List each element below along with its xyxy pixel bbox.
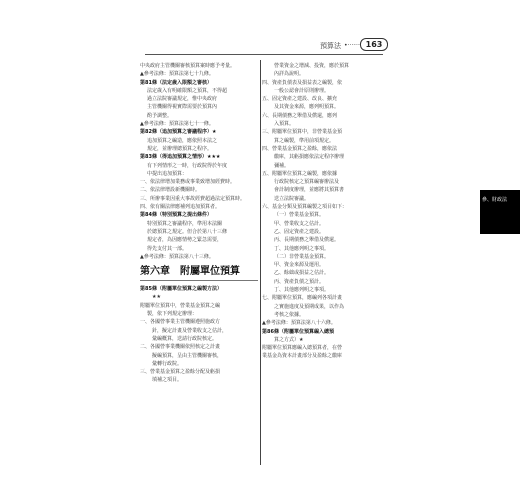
left-text-column: [140, 62, 258, 385]
header-dot-leader: •·······: [344, 42, 361, 49]
text-line: 算之編製，準用前項規定。: [274, 137, 335, 144]
right-text-column: [262, 62, 384, 361]
page-number-badge: 163: [360, 38, 388, 51]
text-line: 丁、其他應列明之事項。: [274, 245, 330, 252]
text-line: ▲參考法條：預算法第七十一條。: [140, 121, 214, 128]
text-line: 三、附屬單位預算中，非營業基金預: [262, 129, 343, 136]
column-divider: [260, 60, 261, 465]
text-line: 入預算。: [274, 121, 295, 128]
chapter-heading: 第六章 附屬單位預算: [140, 265, 258, 281]
section-thumb-tab: [480, 190, 520, 234]
text-line: 六、長期債務之舉借及償還，應列: [262, 112, 338, 119]
text-line: 丙、長期債務之舉借及償還。: [274, 237, 340, 244]
text-line: （一）營業基金預算。: [274, 212, 325, 219]
text-line: 第82條（追加預算之審議程序）★: [140, 129, 217, 136]
header-rule: [145, 54, 383, 55]
text-line: 填補之項目。: [152, 377, 183, 384]
text-line: 四、營業基金預算之盈餘，應依法: [262, 145, 338, 152]
text-line: 規定者，為因應情勢之緊急需要，: [147, 237, 223, 244]
text-line: ▲參考法條：預算法第八十三條。: [140, 253, 214, 260]
text-line: 會計制度辦理，並應將其預算書: [274, 187, 345, 194]
text-line: 三、營業基金預算之盈餘分配及虧損: [140, 369, 221, 376]
text-line: 一、各國營事業主管機關遵照施政方: [140, 319, 221, 326]
text-line: 四、依有關法律應補列追加預算者。: [140, 204, 221, 211]
text-line: 於總預算之規定。但合於第八十三條: [147, 228, 228, 235]
text-line: ▲參考法條：預算法第七十九條。: [140, 71, 214, 78]
text-line: 附屬單位預算中，營業基金預算之編: [140, 302, 221, 309]
text-line: 法定歲入有明確限額之預算，不得超: [147, 87, 228, 94]
text-line: 規定，並辦理總預算之程序。: [147, 145, 213, 152]
text-line: 得先支付其一部。: [147, 245, 188, 252]
text-line: 三、所辦事業因重大事故經費超過法定預算時。: [140, 195, 246, 202]
text-line: 業基金為資本計畫部分及盈餘之繳庫: [262, 353, 343, 360]
text-line: 考核之依據。: [274, 311, 305, 318]
text-line: 中央政府主管機關審核預算案時應予考量。: [140, 63, 236, 69]
text-line: 第86條（附屬單位預算編入總預: [262, 328, 334, 335]
text-line: 之實施進度及預期成果，以作為: [274, 303, 345, 310]
text-line: （二）非營業基金預算。: [274, 253, 330, 260]
text-line: 六、基金分類及預算編製之項目如下：: [262, 204, 348, 211]
left-column-lines: [140, 62, 258, 261]
text-line: ▲參考法條：預算法第八十六條。: [262, 320, 336, 327]
text-line: 二、依法律增設新機關時。: [140, 187, 201, 194]
text-line: 一、依法律增加業務或事業致增加經費時。: [140, 179, 236, 186]
text-line: 甲、資金來源及運用。: [274, 262, 325, 269]
text-line: 五、固定資產之建設、改良、擴充: [262, 96, 338, 103]
text-line: 丙、資產負債之預計。: [274, 278, 325, 285]
text-line: 主管機關得視實際需要於預算內: [147, 104, 218, 111]
text-line: 營業資金之增減、投資，應於預算: [274, 63, 350, 69]
text-line: 第81條（法定歲入限額之審核）: [140, 79, 212, 86]
text-line: 繳庫，其虧損應依法定程序辦理: [274, 154, 345, 161]
text-line: 有下列情形之一時，行政院得於年度: [147, 162, 228, 169]
text-line: 乙、餘絀或損益之估計。: [274, 270, 330, 277]
text-line: 五、附屬單位預算之編製，應依據: [262, 170, 338, 177]
text-line: 送立法院審議。: [274, 195, 310, 202]
text-line: 追加預算之編造，應依照本法之: [147, 137, 218, 144]
text-line: 針，擬定計畫及營業收支之估計，: [152, 327, 228, 334]
text-line: 中提出追加預算：: [147, 170, 188, 177]
text-line: 特別預算之審議程序，準用本法關: [147, 220, 223, 227]
text-line: 製，依下列規定辦理：: [147, 311, 198, 318]
text-line: 二、各國營事業機關依照核定之計畫: [140, 344, 221, 351]
text-line: 及其資金來源，應列明預算。: [274, 104, 340, 111]
text-line: ★★: [152, 294, 161, 301]
text-line: 酌予調整。: [147, 112, 173, 119]
text-line: 過立法院審議規定，惟中央政府: [147, 96, 218, 103]
text-line: 七、附屬單位預算，應編列各項計畫: [262, 295, 343, 302]
text-line: 彌補。: [274, 162, 290, 169]
text-line: 一般公認會計原則辦理。: [274, 87, 330, 94]
text-line: 丁、其他應列明之事項。: [274, 287, 330, 294]
text-line: 甲、營業收支之估計。: [274, 220, 325, 227]
text-line: 內詳為說明。: [274, 71, 305, 78]
left-column-lines-after-heading: [140, 285, 258, 385]
text-line: 彙轉行政院。: [152, 360, 183, 367]
text-line: 乙、固定資產之建設。: [274, 228, 325, 235]
text-line: 附屬單位預算應編入總預算者，在營: [262, 345, 343, 352]
thumb-tab-label: 參、財政法: [482, 197, 508, 203]
text-line: 算之方式）★: [274, 336, 304, 343]
right-column-lines: [262, 62, 384, 361]
text-line: 彙編概算，送請行政院核定。: [152, 335, 218, 342]
text-line: 行政院核定之預算編審辦法及: [274, 179, 340, 186]
text-line: 第83條（得追加預算之情形）★★★: [140, 154, 221, 161]
running-header-title: 預算法: [320, 42, 341, 50]
text-line: 第85條（附屬單位預算之編製方法）: [140, 286, 222, 293]
text-line: 第84條（特別預算之提出條件）: [140, 212, 212, 219]
text-line: 四、資產負債表及損益表之編製，依: [262, 79, 343, 86]
text-line: 擬編預算，呈由主管機關審核，: [152, 352, 223, 359]
